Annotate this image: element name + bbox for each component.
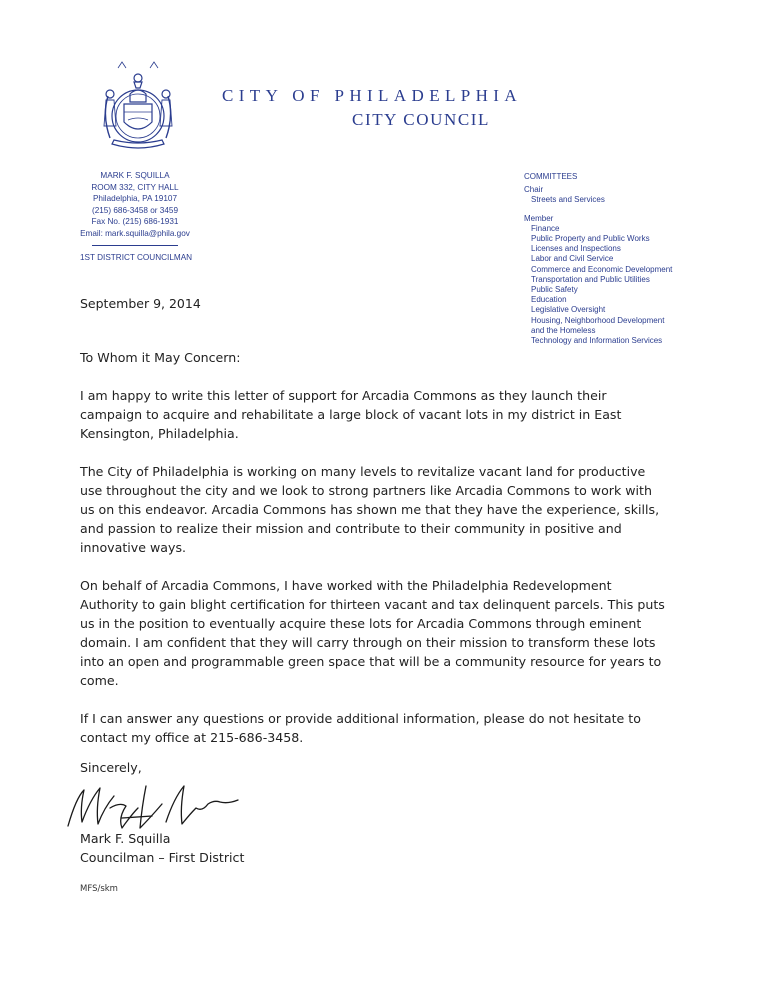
sender-email: Email: mark.squilla@phila.gov: [80, 228, 190, 238]
member-item: Labor and Civil Service: [531, 254, 614, 264]
committees-heading: COMMITTEES: [524, 172, 578, 181]
committees-block: [524, 172, 754, 346]
sender-city: Philadelphia, PA 19107: [92, 194, 178, 204]
member-item: Public Safety: [531, 285, 578, 295]
member-label: Member: [524, 213, 554, 223]
salutation: To Whom it May Concern:: [80, 350, 241, 365]
member-item: Transportation and Public Utilities: [531, 274, 650, 284]
sender-fax: Fax No. (215) 686-1931: [91, 217, 179, 227]
letter-date: September 9, 2014: [80, 296, 201, 311]
member-item: Licenses and Inspections: [531, 244, 621, 254]
signer-name: Mark F. Squilla: [80, 831, 171, 846]
typist-initials: MFS/skm: [80, 884, 118, 894]
member-item: Education: [531, 295, 567, 305]
paragraph: I am happy to write this letter of support for Arcadia Commons as they launch their campaign to acquire and rehabilitate a large block of vacant lots in my district in East Kensington, Philadelphia.: [80, 388, 622, 441]
sender-phone: (215) 686-3458 or 3459: [91, 205, 179, 215]
divider: [92, 245, 178, 246]
city-title: CITY OF PHILADELPHIA: [222, 86, 523, 105]
spacer: [524, 206, 754, 214]
city-seal-logo: [88, 56, 188, 156]
signer-block: [80, 829, 244, 867]
sender-block: [70, 170, 200, 263]
sender-district: 1ST DISTRICT COUNCILMAN: [80, 252, 193, 262]
member-item: Public Property and Public Works: [531, 234, 650, 244]
closing: Sincerely,: [80, 760, 142, 775]
chair-item: Streets and Services: [531, 195, 605, 205]
member-item: Housing, Neighborhood Development: [531, 315, 665, 325]
sender-name: MARK F. SQUILLA: [100, 171, 170, 180]
paragraph: On behalf of Arcadia Commons, I have worked with the Philadelphia Redevelopment Authority to gain blight certification for thirteen vacant and tax delinquent parcels. This puts us in the position to eventually acquire these lots for Arcadia Commons through eminent domain. I am confident that they will carry through on their mission to transform these lots into an open and programmable green space that will be a community resource for years to come.: [80, 578, 665, 688]
paragraph: If I can answer any questions or provide additional information, please do not hesitate to contact my office at 215-686-3458.: [80, 711, 641, 745]
member-item: Technology and Information Services: [531, 336, 663, 346]
member-item: Legislative Oversight: [531, 305, 606, 315]
chair-label: Chair: [524, 185, 544, 195]
member-item: Finance: [531, 223, 560, 233]
signer-title: Councilman – First District: [80, 850, 245, 865]
sender-room: ROOM 332, CITY HALL: [91, 182, 179, 192]
paragraph: The City of Philadelphia is working on many levels to revitalize vacant land for productive use throughout the city and we look to strong partners like Arcadia Commons to work with us on this endeavor. Arcadia Commons has shown me that they have the experience, skills, and passion to realize their mission and contribute to their community in positive and innovative ways.: [80, 464, 660, 555]
member-item: Commerce and Economic Development: [531, 264, 673, 274]
letter-body: [80, 348, 670, 766]
member-item: and the Homeless: [531, 325, 596, 335]
council-subtitle: CITY COUNCIL: [352, 110, 491, 129]
